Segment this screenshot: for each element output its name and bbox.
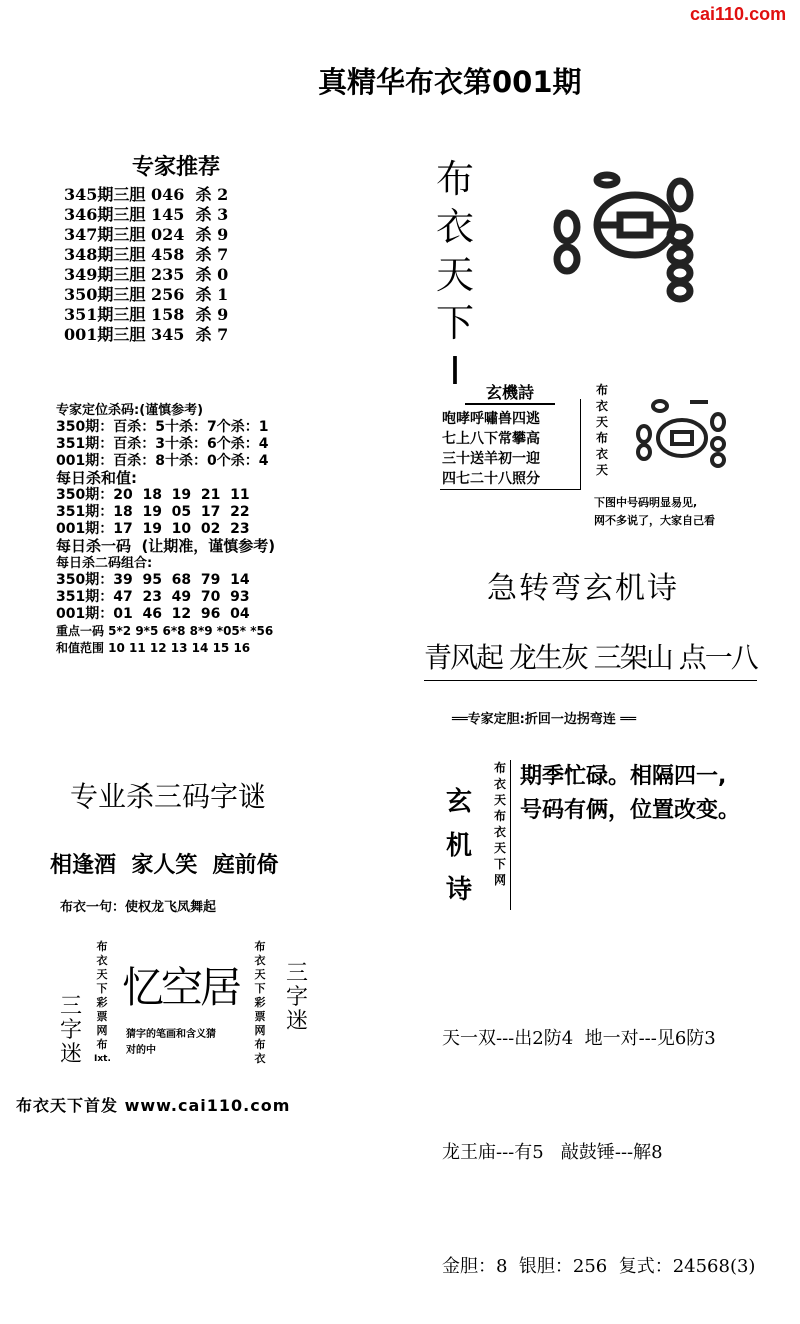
expert-heading: 专家推荐 [132, 155, 221, 180]
sum-heading: 每日杀和值: [56, 469, 137, 487]
list-item: 348期三胆 458 杀 7 [64, 245, 229, 264]
picture-puzzle-small-icon [630, 392, 740, 477]
list-item: 351期：百杀：3十杀：6个杀：4 [56, 436, 269, 452]
page-title: 真精华布衣第001期 [318, 65, 582, 99]
position-heading: 专家定位杀码:(谨慎参考) [56, 403, 204, 418]
riddle-left-label: 三 字 迷 [60, 994, 83, 1067]
list-item: 351期三胆 158 杀 9 [64, 305, 229, 324]
list-item: 351期：18 19 05 17 22 [56, 504, 250, 520]
riddle-hint: 猜字的笔画和含义猜 对的中 [126, 1029, 216, 1056]
kill-two-heading: 每日杀二码组合: [56, 556, 153, 571]
list-item: 001期三胆 345 杀 7 [64, 325, 229, 344]
list-item: 347期三胆 024 杀 9 [64, 225, 229, 244]
poem-line: 七上八下常攀高 [442, 431, 540, 447]
list-item: 001期：百杀：8十杀：0个杀：4 [56, 453, 269, 469]
expert-gall: ══专家定胆:折回一边拐弯连 ══ [452, 712, 637, 727]
riddle-right-label: 三 字 迷 [286, 961, 309, 1034]
poem-note: 下图中号码明显易见, 网不多说了，大家自己看 [594, 496, 715, 527]
xuanji-side-text: 布 衣 天 布 衣 天 下 网 [493, 761, 506, 887]
divider [510, 760, 511, 910]
range-line: 和值范围 10 11 12 13 14 15 16 [56, 641, 251, 655]
site-logo[interactable]: cai110.com [690, 4, 787, 24]
riddle-main: 忆空居 [122, 963, 240, 1012]
list-item: 350期三胆 256 杀 1 [64, 285, 229, 304]
list-item: 350期：百杀：5十杀：7个杀：1 [56, 419, 269, 435]
poem-line: 四七二十八照分 [442, 471, 540, 487]
footer: 布衣天下首发 www.cai110.com [16, 1096, 291, 1115]
list-item: 001期：17 19 10 02 23 [56, 521, 250, 537]
poem-frame [440, 399, 581, 490]
picture-puzzle-large-icon [545, 165, 725, 315]
key-line: 重点一码 5*2 9*5 6*8 8*9 *05* *56 [56, 624, 274, 638]
poem-line: 咆哮呼嘯兽四逃 [442, 411, 540, 427]
riddle-left-side: 布 衣 天 下 彩 票 网 布 Ixt. [94, 940, 111, 1064]
list-item: 351期：47 23 49 70 93 [56, 589, 250, 605]
riddle-byyj: 布衣一句：使权龙飞凤舞起 [60, 900, 217, 915]
sharp-turn-line: 青风起 龙生灰 三架山 点一八 [424, 636, 757, 681]
sharp-turn-title: 急转弯玄机诗 [487, 571, 679, 606]
riddle-title: 专业杀三码字谜 [70, 780, 267, 813]
list-item: 350期：20 18 19 21 11 [56, 487, 250, 503]
bottom-right-block: 天一双---出2防4 地一对---见6防3 龙王庙---有5 敲鼓锤---解8 金胆：8 银胆：256 复式：24568(3) [442, 1028, 756, 1277]
position-block [56, 402, 275, 657]
riddle-right-side: 布 衣 天 下 彩 票 网 布 衣 [254, 940, 266, 1065]
poem-side-text: 布 衣 天 布 衣 天 [595, 383, 608, 477]
list-item: 349期三胆 235 杀 0 [64, 265, 229, 284]
list-item: 350期：39 95 68 79 14 [56, 572, 250, 588]
list-item: 345期三胆 046 杀 2 [64, 185, 229, 204]
kill-one-heading: 每日杀一码 (让期准，谨慎参考) [56, 537, 276, 555]
xuanji-text: 期季忙碌。相隔四一, 号码有俩，位置改变。 [520, 764, 741, 823]
xuanji-label: 玄 机 诗 [446, 787, 473, 905]
vertical-title: 布 衣 天 下 I [435, 157, 474, 393]
list-item: 001期：01 46 12 96 04 [56, 606, 250, 622]
poem-line: 三十送羊初一迎 [442, 451, 540, 467]
expert-list [64, 185, 228, 345]
riddle-phrase: 相逢酒 家人笑 庭前倚 [50, 853, 279, 878]
poem-title: 玄機詩 [465, 380, 555, 405]
list-item: 346期三胆 145 杀 3 [64, 205, 229, 224]
